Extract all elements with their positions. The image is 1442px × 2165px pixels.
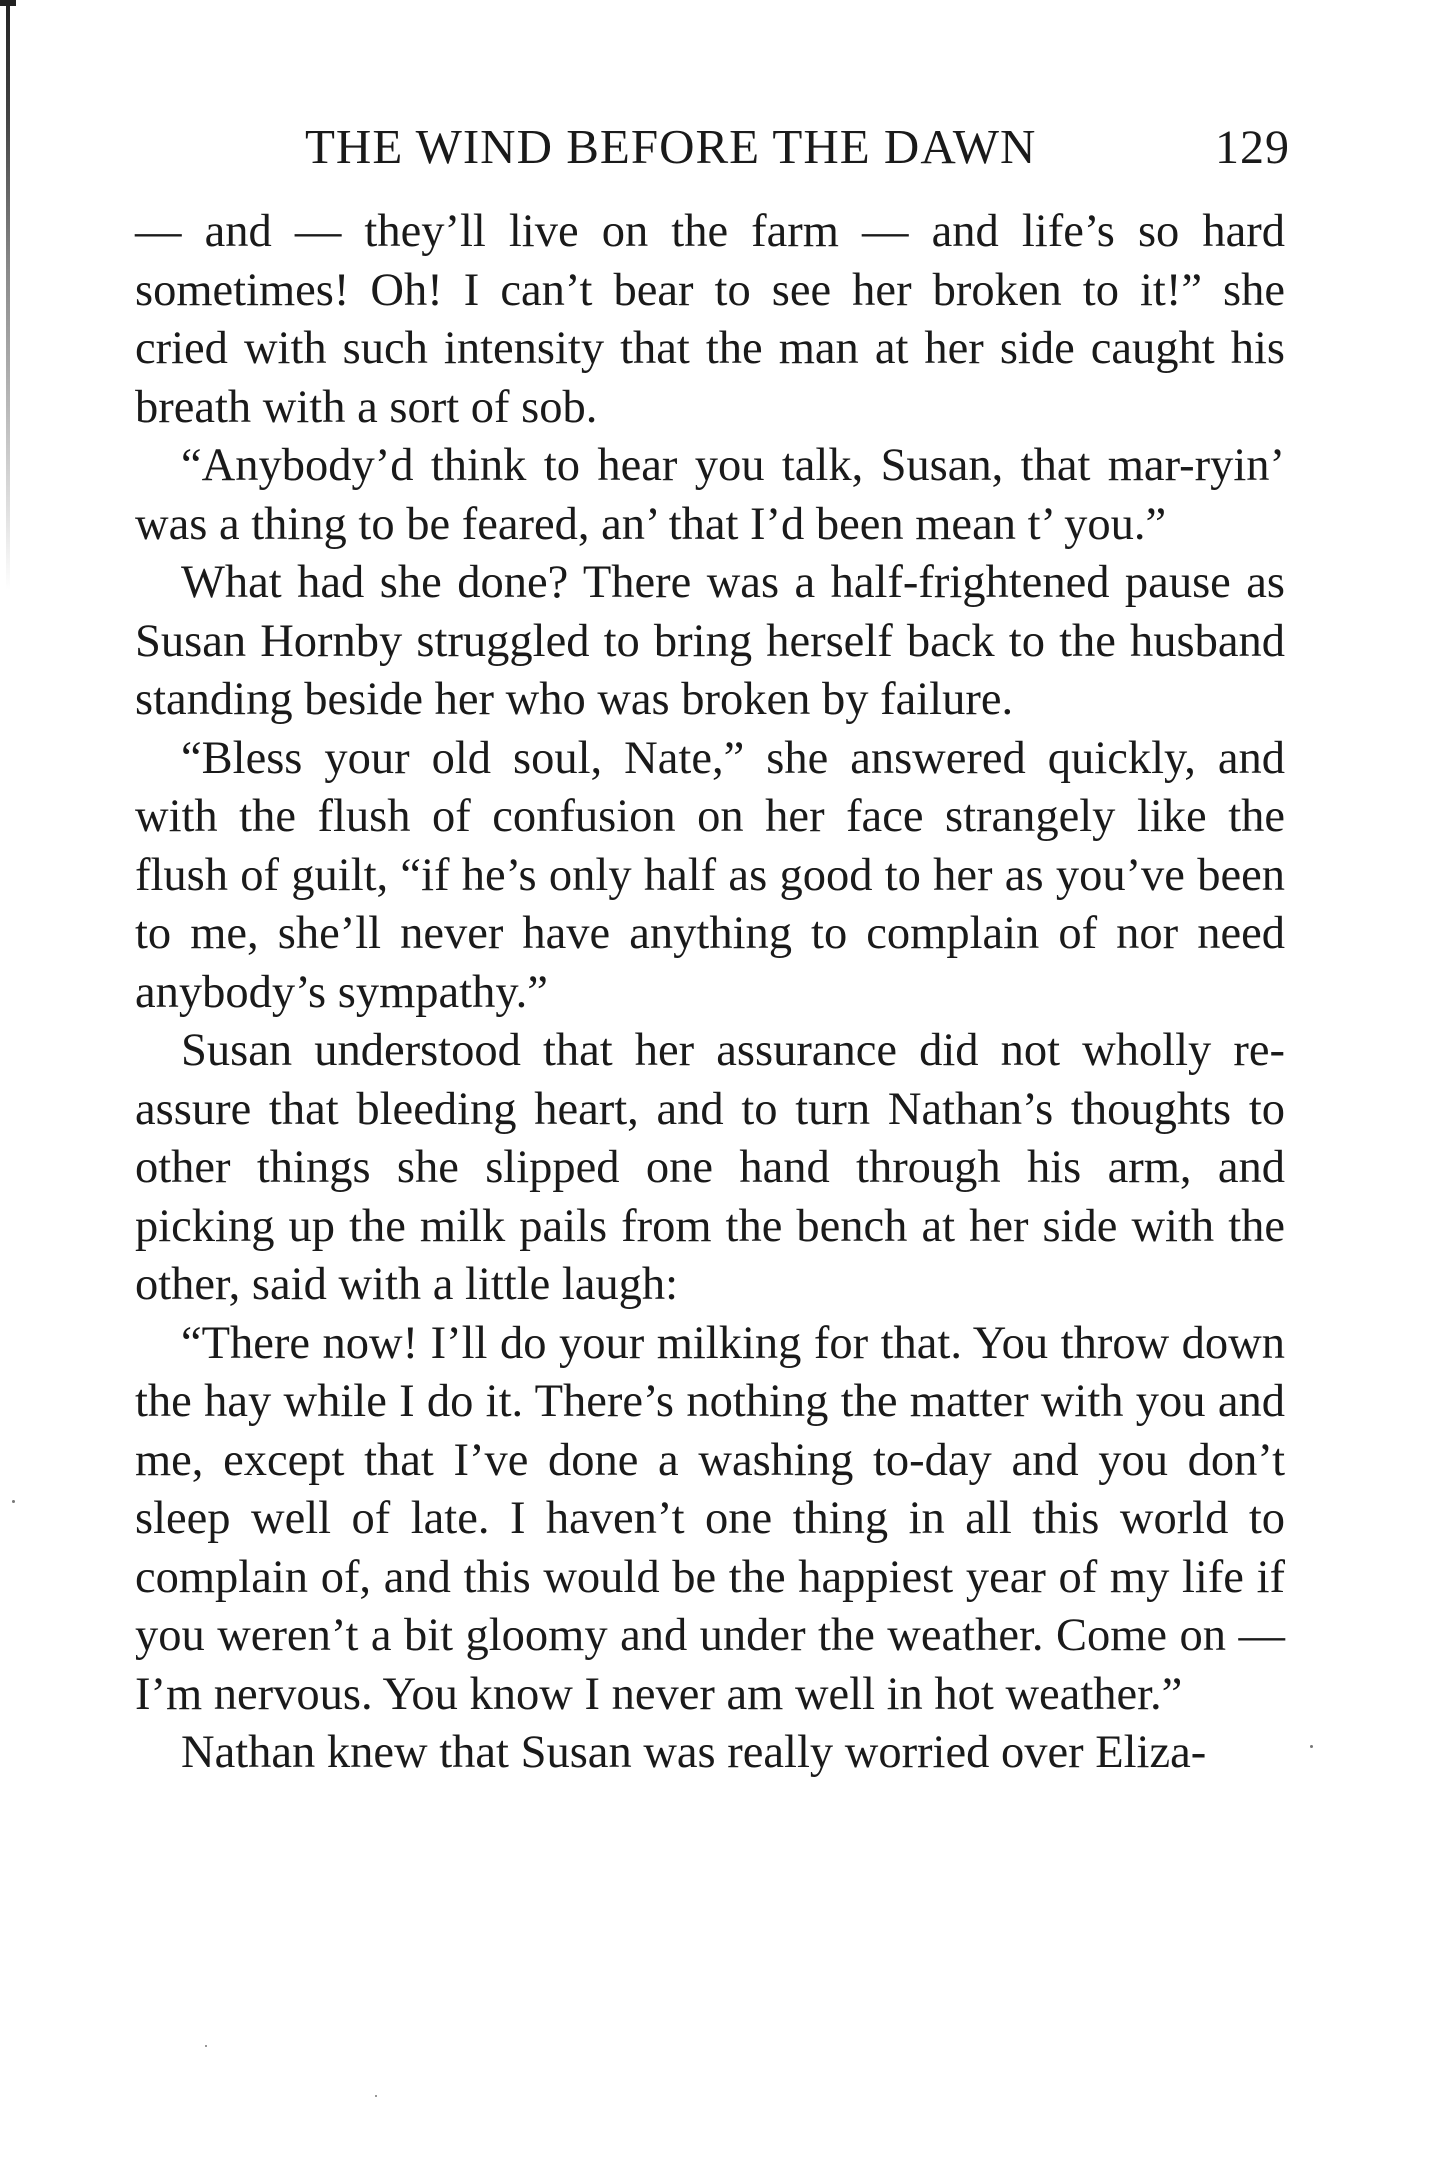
paragraph: “Bless your old soul, Nate,” she answered quickly, and with the flush of confusion on her face strangely like the flush of guilt, “if he’s only half as good to her as you’ve been to me, she’ll never have anything to complain of nor need anybody’s sympathy.” bbox=[135, 732, 1285, 1018]
paragraph: What had she done? There was a half-frightened pause as Susan Hornby struggled to bring herself back to the husband standing beside her who was broken by failure. bbox=[135, 557, 1285, 725]
page-number: 129 bbox=[1215, 121, 1290, 174]
binding-gutter-line bbox=[6, 0, 10, 590]
paragraph: Susan understood that her assurance did not wholly re-assure that bleeding heart, and to turn Nathan’s thoughts to other things she slipped one hand through his arm, and picking up the milk pails from the bench at her side with the other, said with a little laugh: bbox=[135, 1025, 1285, 1310]
running-title: THE WIND BEFORE THE DAWN bbox=[305, 119, 1037, 174]
print-speck bbox=[12, 1500, 15, 1503]
paragraph: Nathan knew that Susan was really worried over Eliza- bbox=[181, 1727, 1207, 1778]
paragraph: “Anybody’d think to hear you talk, Susan, that mar-ryin’ was a thing to be feared, an’ that I’d been mean t’ you.” bbox=[135, 440, 1285, 550]
running-header bbox=[305, 118, 1290, 182]
paragraph: “There now! I’ll do your milking for that. You throw down the hay while I do it. There’s nothing the matter with you and me, except that I’ve done a washing to-day and you don’t sleep well of late. I haven’t one thing in all this world to complain of, and this would be the happiest year of my life if you weren’t a bit gloomy and under the weather. Come on — I’m nervous. You know I never am well in hot weather.” bbox=[135, 1317, 1285, 1720]
binding-gutter-mark bbox=[0, 0, 16, 6]
print-speck bbox=[1310, 1745, 1313, 1748]
print-speck bbox=[375, 2095, 377, 2097]
paragraph: — and — they’ll live on the farm — and life’s so hard sometimes! Oh! I can’t bear to see her broken to it!” she cried with such intensity that the man at her side caught his breath with a sort of sob. bbox=[135, 206, 1285, 433]
body-text bbox=[135, 203, 1285, 1783]
print-speck bbox=[205, 2045, 207, 2047]
